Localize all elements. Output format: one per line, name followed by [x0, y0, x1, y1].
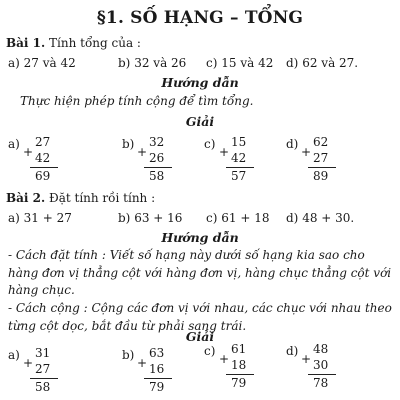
calc-divider — [30, 378, 58, 379]
calc-divider — [144, 378, 172, 379]
bai2-heading: Bài 2. — [6, 191, 46, 205]
calc-divider — [308, 167, 336, 168]
calc-divider — [30, 167, 58, 168]
calc-bottom: 42 — [35, 151, 51, 165]
bai1-calc-b — [122, 135, 182, 185]
plus-sign: + — [137, 356, 148, 370]
calc-bottom: 26 — [149, 151, 165, 165]
calc-top: 32 — [149, 135, 165, 149]
bai2-item-c — [206, 211, 269, 225]
bai1-item-a-label: a) — [8, 56, 20, 70]
bai2-cach-dat-tinh: - Cách đặt tính : Viết số hạng này dưới số hạng kia sao cho hàng đơn vị thẳng cột với hàng đơn vị, hàng chục thẳng cột với hàng chục. — [8, 248, 392, 297]
calc-top: 62 — [313, 135, 329, 149]
bai1-item-b — [118, 56, 186, 70]
page-title: §1. SỐ HẠNG – TỔNG — [96, 8, 304, 28]
bai1-item-a-text: 27 và 42 — [23, 56, 76, 70]
plus-sign: + — [219, 145, 230, 159]
calc-result: 57 — [231, 169, 247, 183]
bai1-item-c — [206, 56, 273, 70]
bai2-item-d-label: d) — [286, 211, 299, 225]
bai1-heading: Bài 1. — [6, 36, 46, 50]
bai2-header — [6, 191, 155, 205]
bai1-calc-a — [8, 135, 68, 185]
calc-bottom: 27 — [35, 362, 51, 376]
calc-label: c) — [204, 137, 216, 151]
bai2-item-d-text: 48 + 30. — [302, 211, 355, 225]
calc-bottom: 42 — [231, 151, 247, 165]
bai1-giai-title: Giải — [185, 114, 215, 129]
bai2-item-c-label: c) — [206, 211, 218, 225]
bai1-item-b-label: b) — [118, 56, 131, 70]
calc-divider — [226, 374, 254, 375]
calc-label: c) — [204, 344, 216, 358]
calc-result: 79 — [231, 376, 247, 390]
bai2-prompt: Đặt tính rồi tính : — [49, 191, 156, 205]
bai2-item-b-text: 63 + 16 — [134, 211, 183, 225]
bai2-item-b — [118, 211, 182, 225]
calc-label: a) — [8, 137, 20, 151]
calc-top: 31 — [35, 346, 51, 360]
bai1-item-c-text: 15 và 42 — [221, 56, 274, 70]
bai2-calc-a — [8, 346, 68, 396]
bai1-item-d — [286, 56, 358, 70]
calc-result: 58 — [149, 169, 165, 183]
plus-sign: + — [301, 145, 312, 159]
calc-top: 15 — [231, 135, 247, 149]
bai2-cach-cong: - Cách cộng : Cộng các đơn vị với nhau, các chục với nhau theo từng cột dọc, bắt đầu từ phải sang trái. — [8, 301, 392, 333]
plus-sign: + — [219, 352, 230, 366]
calc-bottom: 27 — [313, 151, 329, 165]
bai1-item-a — [8, 56, 76, 70]
bai1-calc-d — [286, 135, 346, 185]
bai2-item-d — [286, 211, 354, 225]
bai1-calc-c — [204, 135, 264, 185]
calc-top: 61 — [231, 342, 247, 356]
bai1-item-d-label: d) — [286, 56, 299, 70]
calc-bottom: 18 — [231, 358, 247, 372]
bai2-item-c-text: 61 + 18 — [221, 211, 270, 225]
bai2-giai-title: Giải — [185, 329, 215, 344]
bai1-prompt: Tính tổng của : — [49, 36, 141, 50]
bai1-header — [6, 36, 141, 50]
bai2-item-a-label: a) — [8, 211, 20, 225]
calc-result: 79 — [149, 380, 165, 394]
bai2-item-a-text: 31 + 27 — [23, 211, 72, 225]
calc-bottom: 30 — [313, 358, 329, 372]
calc-label: d) — [286, 137, 299, 151]
calc-label: b) — [122, 137, 135, 151]
calc-top: 48 — [313, 342, 329, 356]
bai2-calc-d — [286, 342, 346, 392]
calc-result: 89 — [313, 169, 329, 183]
plus-sign: + — [301, 352, 312, 366]
bai1-item-d-text: 62 và 27. — [302, 56, 359, 70]
calc-label: b) — [122, 348, 135, 362]
calc-result: 78 — [313, 376, 329, 390]
plus-sign: + — [137, 145, 148, 159]
bai2-huong-dan-title: Hướng dẫn — [161, 230, 239, 245]
calc-divider — [144, 167, 172, 168]
calc-top: 63 — [149, 346, 165, 360]
plus-sign: + — [23, 145, 34, 159]
calc-divider — [226, 167, 254, 168]
bai1-item-c-label: c) — [206, 56, 218, 70]
bai2-item-a — [8, 211, 72, 225]
calc-label: d) — [286, 344, 299, 358]
calc-result: 69 — [35, 169, 51, 183]
bai1-huong-dan-text: Thực hiện phép tính cộng để tìm tổng. — [20, 94, 254, 108]
calc-top: 27 — [35, 135, 51, 149]
bai1-huong-dan-title: Hướng dẫn — [161, 75, 239, 90]
plus-sign: + — [23, 356, 34, 370]
bai1-item-b-text: 32 và 26 — [134, 56, 187, 70]
calc-result: 58 — [35, 380, 51, 394]
bai2-item-b-label: b) — [118, 211, 131, 225]
bai2-calc-c — [204, 342, 264, 392]
bai2-calc-b — [122, 346, 182, 396]
calc-bottom: 16 — [149, 362, 165, 376]
calc-label: a) — [8, 348, 20, 362]
calc-divider — [308, 374, 336, 375]
